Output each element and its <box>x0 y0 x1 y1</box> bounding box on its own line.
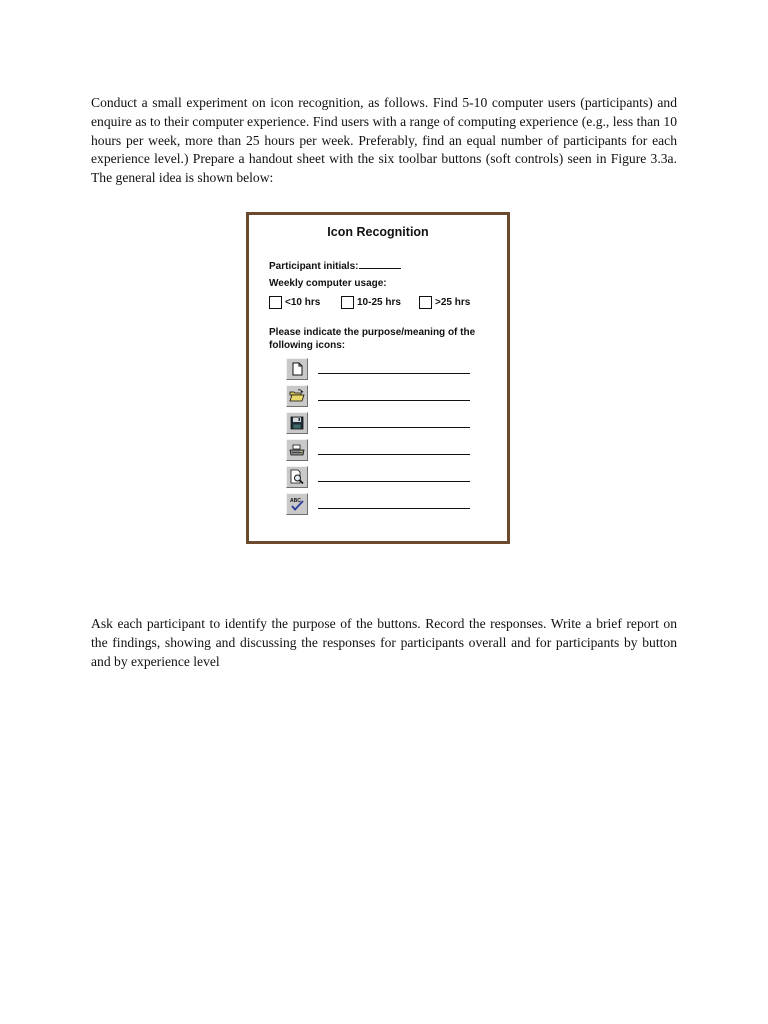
handout-title: Icon Recognition <box>327 225 429 239</box>
spell-check-icon <box>286 493 308 515</box>
icon-row-print <box>286 439 476 461</box>
spell-check-letters: ABC <box>290 498 301 504</box>
open-folder-icon <box>286 385 308 407</box>
intro-paragraph: Conduct a small experiment on icon recognition, as follows. Find 5-10 computer users (participants) and enquire as to their computer experience. Find users with a range of computing experience (e.g., less than 10 hours per week, more than 25 hours per week. Preferably, find an equal number of participants for each experience level.) Prepare a handout sheet with the six toolbar buttons (soft controls) seen in Figure 3.3a. The general idea is shown below: <box>91 95 677 186</box>
icon-row-new <box>286 358 476 380</box>
icon-row-open <box>286 385 476 407</box>
usage-option-label: >25 hrs <box>435 297 471 308</box>
print-icon <box>286 439 308 461</box>
usage-option-label: 10-25 hrs <box>357 297 401 308</box>
initials-blank-line <box>359 259 401 269</box>
usage-option-label: <10 hrs <box>285 297 321 308</box>
icon-row-save <box>286 412 476 434</box>
initials-field <box>269 259 401 272</box>
answer-line[interactable] <box>318 400 470 401</box>
answer-line[interactable] <box>318 454 470 455</box>
checkbox[interactable] <box>419 296 432 309</box>
print-preview-icon <box>286 466 308 488</box>
new-document-icon <box>286 358 308 380</box>
answer-line[interactable] <box>318 427 470 428</box>
initials-label: Participant initials: <box>269 261 359 272</box>
icon-row-preview <box>286 466 476 488</box>
answer-line[interactable] <box>318 508 470 509</box>
save-disk-icon <box>286 412 308 434</box>
icon-row-spell <box>286 493 476 515</box>
answer-line[interactable] <box>318 481 470 482</box>
usage-option-10-25[interactable] <box>341 296 401 309</box>
closing-paragraph: Ask each participant to identify the purpose of the buttons. Record the responses. Write a brief report on the findings, showing and discussing the responses for participants overall and for participants by button and by experience level <box>91 616 677 669</box>
checkbox[interactable] <box>341 296 354 309</box>
instruction-line-1: Please indicate the purpose/meaning of the <box>269 327 476 338</box>
usage-label: Weekly computer usage: <box>269 278 387 289</box>
icon-recognition-handout <box>246 212 510 544</box>
checkbox[interactable] <box>269 296 282 309</box>
usage-options <box>269 296 499 312</box>
usage-option-over-25[interactable] <box>419 296 470 309</box>
answer-line[interactable] <box>318 373 470 374</box>
instruction-line-2: following icons: <box>269 340 346 351</box>
usage-option-under-10[interactable] <box>269 296 320 309</box>
